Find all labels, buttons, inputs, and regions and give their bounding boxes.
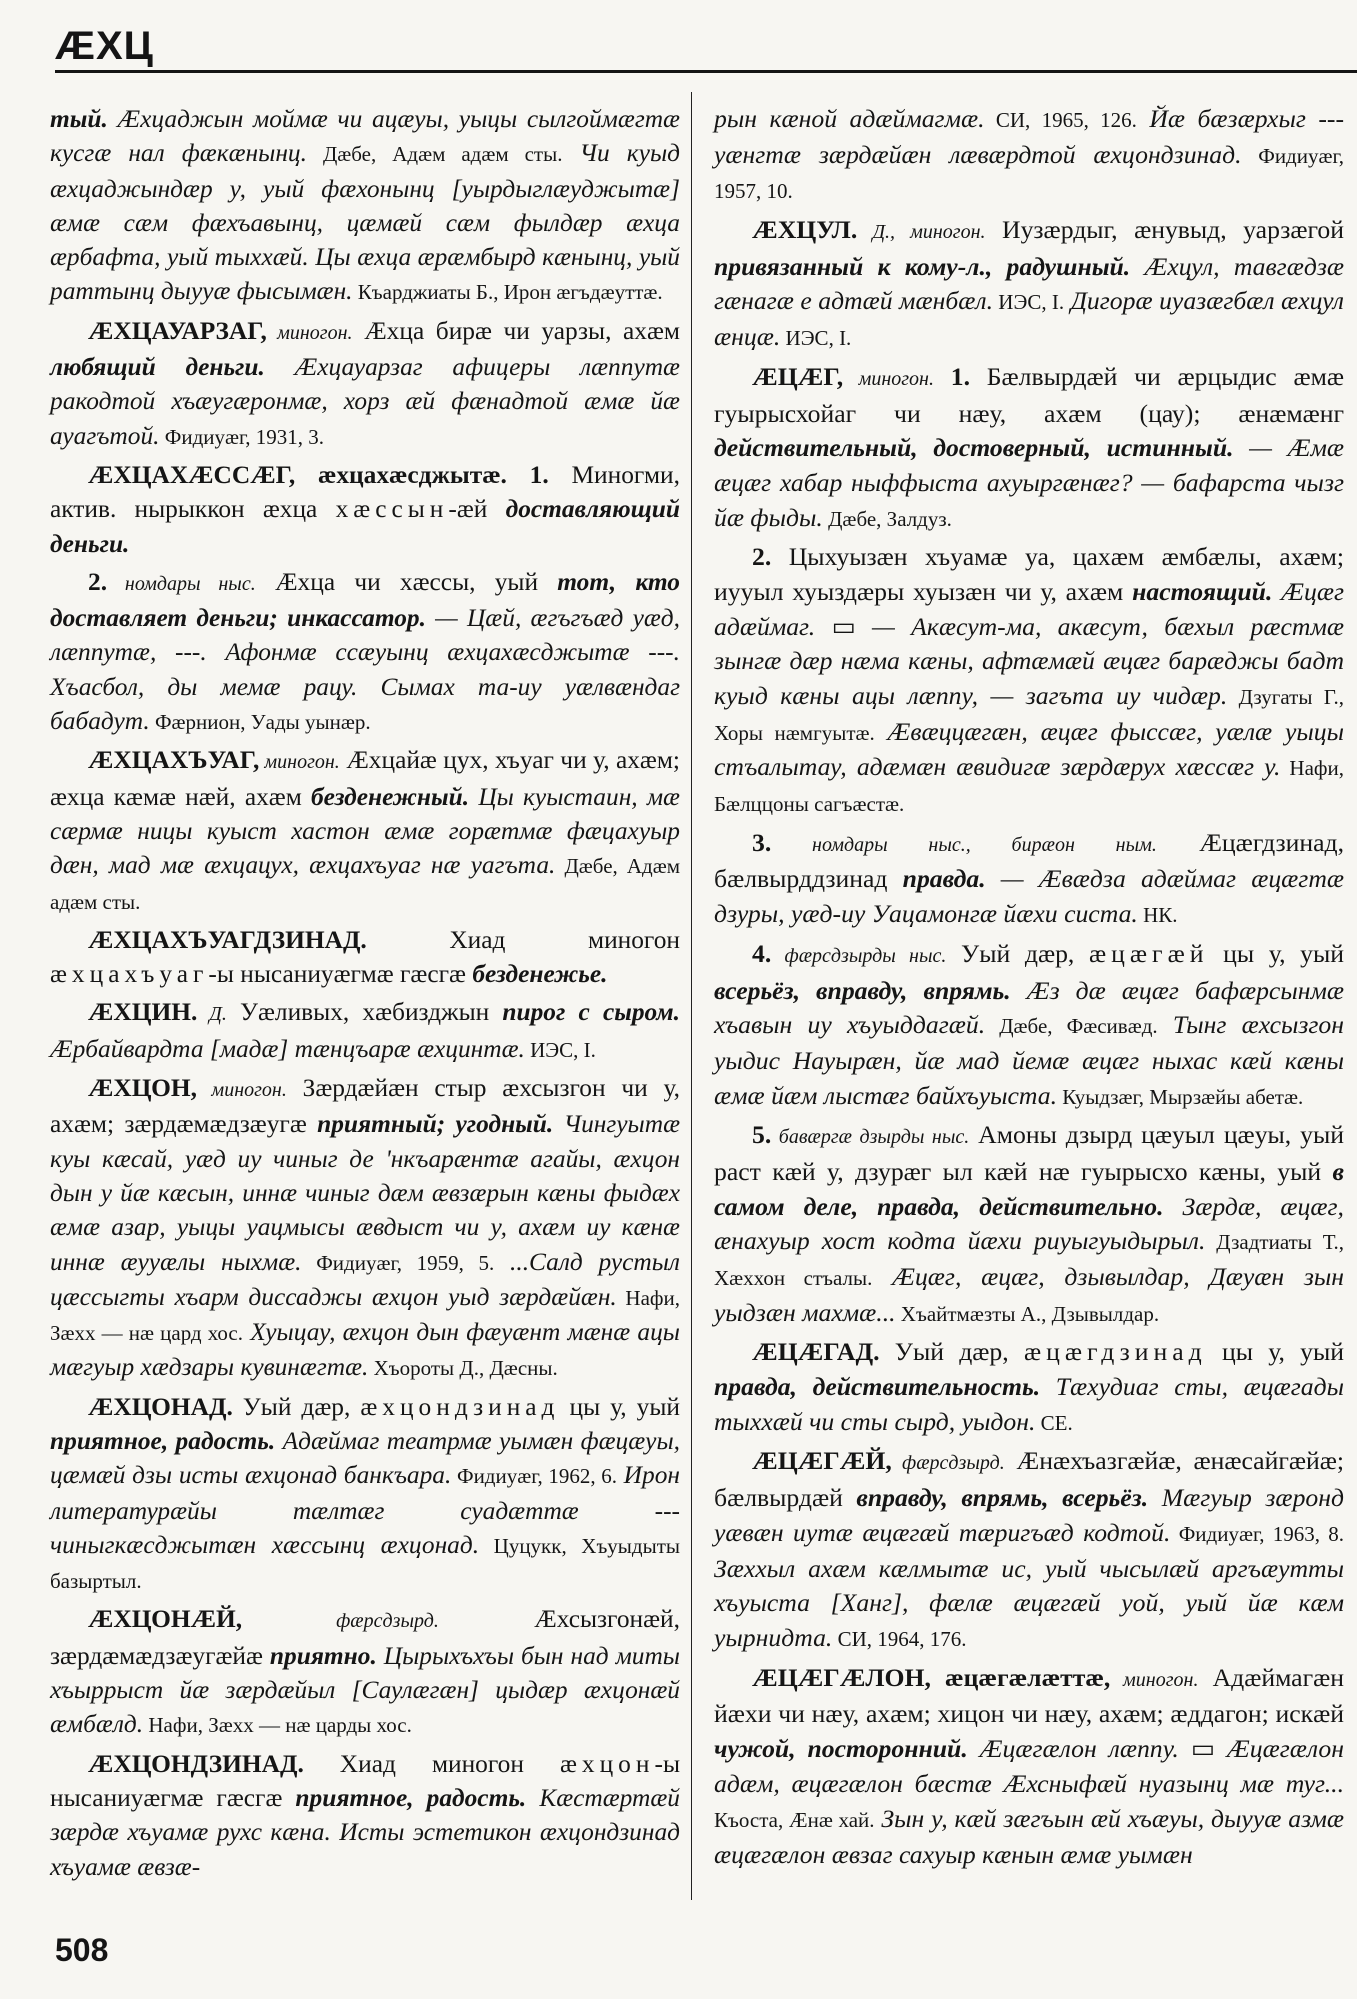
entry-text-run: Кæстæртæй зæрдæ хъуамæ рухс кæна. Исты эстетикон æхцондзинад хъуамæ æвзæ-	[50, 1783, 680, 1881]
entry-text-run: Нафи, Бæлццоны сагъæстæ.	[714, 756, 1344, 817]
entry-text-run: Ӕз дæ æцæг бафæрсынмæ хъавын иу хъуыддагæй.	[714, 975, 1344, 1040]
entry-text-run: безденежье.	[472, 960, 608, 989]
entry-text-run: æцæгæй	[1089, 938, 1209, 968]
dictionary-entry	[714, 937, 1344, 1114]
entry-text-run: фæрсдзырд.	[891, 1452, 1005, 1475]
dictionary-entry	[50, 458, 680, 561]
entry-text-run: Миногми, актив. нырыккон æхца	[50, 460, 680, 524]
entry-text-run: ИЭС, I.	[993, 290, 1065, 315]
entry-text-run: Зын у, кæй зæгъын æй хъæуы, дыууæ азмæ æцæгæлон æвзаг сахуыр кæнын æмæ уымæн	[714, 1804, 1344, 1869]
entry-text-run: — Ӕмæ æцæг хабар ныффыста ахуыргæнæг? — бафарста чызг йæ фыды.	[714, 433, 1344, 532]
entry-text-run: Адæймаг театрмæ уымæн фæцæуы, цæмæй дзы исты æхцонад банкъара.	[50, 1426, 680, 1490]
dictionary-entry	[50, 102, 680, 310]
entry-text-run: Хиад миногон	[303, 1749, 560, 1778]
entry-text-run: приятный; угодный.	[317, 1110, 554, 1139]
entry-text-run: 1.	[933, 361, 971, 391]
dictionary-entry	[714, 1118, 1344, 1331]
entry-text-run: Хиад миногон	[366, 925, 680, 954]
left-column	[50, 102, 680, 1888]
entry-text-run: ӔХЦАХӔССӔГ,	[88, 460, 296, 489]
entry-text-run: безденежный.	[310, 782, 470, 811]
entry-text-run: приятно.	[269, 1641, 377, 1670]
entry-text-run: НК.	[1137, 903, 1178, 928]
entry-text-run: ӔХЦАХЪУАГ,	[88, 746, 260, 775]
entry-text-run: Дзадтиаты Т., Хæххон стъалы.	[714, 1230, 1344, 1290]
entry-text-run: настоящий.	[1132, 576, 1273, 606]
entry-text-run: Дæбе, Адæм адæм сты.	[306, 142, 563, 167]
entry-text-run: Ӕцæг адæймаг. ▭ — Акæсут-ма, акæсут, бæхыл рæстмæ зынгæ дæр нæма кæны, афтæмæй æцæг барæджы бадт куыд кæны ацы лæппу, — загъта иу чидæр.	[714, 576, 1344, 710]
entry-text-run: Цуцукк, Хъуыдыты базыртыл.	[50, 1533, 680, 1594]
entry-text-run: Ӕхцул, тавгæдзæ гæнагæ е адтæй мæнбæл.	[714, 251, 1344, 316]
entry-text-run: ӔХЦОНАД.	[88, 1392, 233, 1421]
entry-text-run: привязанный к кому-л., радушный.	[714, 251, 1131, 281]
entry-text-run: Ӕцæгæлон лæппу. ▭ Ӕцæгæлон адæм, æцæгæлон бæстæ Ӕхсныфæй нуазынц мæ туг...	[714, 1733, 1344, 1798]
entry-text-run: в самом деле, правда, действительно.	[714, 1156, 1344, 1221]
entry-text-run: Ӕхсызгонæй, зæрдæмæдзæугæйæ	[50, 1605, 680, 1670]
entry-text-run: Ӕнæхъазгæйæ, æнæсайгæйæ; бæлвырдæй	[714, 1446, 1345, 1513]
entry-text-run: -ы нысаниуæгмæ гæсгæ	[208, 960, 473, 989]
entry-text-run: ӔХЦОНӔЙ,	[88, 1605, 243, 1634]
entry-text-run: æцæгдзинад	[1023, 1337, 1207, 1367]
entry-text-run: номдары ныс.	[107, 572, 256, 595]
entry-text-run: Ӕхца бирæ чи уарзы, ахæм	[352, 316, 680, 345]
entry-text-run: миногон.	[1110, 1668, 1199, 1691]
dictionary-entry	[50, 565, 680, 739]
page-header-title: ӔХЦ	[55, 24, 154, 68]
entry-text-run: Ӕхцайæ цух, хъуаг чи у, ахæм; æхца кæмæ нæй, ахæм	[50, 746, 680, 811]
entry-text-run: Амоны дзырд цæуыл цæуы, уый раст кæй у, дзурæг ыл кæй нæ гуырысхо кæны, уый	[714, 1120, 1345, 1186]
entry-text-run: 2.	[88, 567, 108, 596]
entry-text-run: ӔХЦАХЪУАГДЗИНАД.	[88, 925, 367, 954]
dictionary-entry	[50, 743, 680, 918]
dictionary-entry	[714, 360, 1344, 536]
entry-text-run: Тынг æхсызгон уыдис Науырæн, йæ мад йемæ æцæг ныхас кæй кæны æмæ йæм лыстæг байхъуыста.	[714, 1010, 1344, 1110]
dictionary-entry	[714, 102, 1344, 209]
dictionary-entry	[714, 826, 1344, 933]
entry-text-run: цы у, уый	[1208, 938, 1344, 968]
entry-text-run: ӔХЦОН,	[88, 1074, 197, 1103]
entry-text-run: Ӕцæгдзинад, бæлвырддзинад	[714, 827, 1344, 894]
entry-text-run: пирог с сыром.	[502, 998, 680, 1027]
entry-text-run: Цы куыстаин, мæ сæрмæ ницы куыст хастон æмæ горæтмæ фæцахуыр дæн, мад мæ æхцацух, æхцахъуаг нæ уагъта.	[50, 782, 680, 880]
entry-text-run: ӔХЦОНДЗИНАД.	[88, 1749, 304, 1778]
entry-text-run: æхцахæсджытæ. 1.	[295, 460, 549, 489]
entry-text-run: Фидиуæг, 1963, 8.	[1170, 1521, 1344, 1546]
entry-text-run: Иузæрдыг, æнувыд, уарзæгой	[985, 215, 1344, 245]
entry-text-run: Ӕхцаджын моймæ чи ацæуы, уыцы сылгоймæгтæ кусгæ нал фæкæнынц.	[50, 105, 680, 168]
entry-text-run: Ӕвæццæгæн, æцæг фыссæг, уæлæ уыцы стъалытау, адæмæн æвидигæ зæрдæрух хæссæг у.	[714, 716, 1344, 782]
entry-text-run: хæссын	[335, 495, 449, 524]
entry-text-run: Хъороты Д., Дæсны.	[368, 1356, 558, 1381]
entry-text-run: чужой, посторонний.	[714, 1733, 968, 1763]
entry-text-run: Ирон литературæйы тæлтæг суадæттæ --- чиныгкæсджытæн хæссынц æхцонад.	[50, 1461, 681, 1559]
entry-text-run: Д.	[197, 1003, 227, 1026]
entry-text-run: миногон.	[266, 321, 353, 344]
entry-text-run: рын кæной адæймагмæ.	[714, 104, 985, 133]
entry-text-run: ӔЦӔГӔЛОН,	[752, 1662, 931, 1692]
entry-text-run: æхцондзинад	[360, 1392, 560, 1421]
page-number: 508	[55, 1932, 109, 1968]
entry-text-run: СЕ.	[1035, 1410, 1073, 1435]
entry-text-run: Чингуытæ куы кæсай, уæд иу чиныг де 'нкъарæнтæ агайы, æхцон дын у йæ кæсын, иннæ чиныг дæм æвзæрын кæны фыдæх æмæ азар, уыцы уацмысы æвдыст чи у, ахæм иу кæнæ иннæ æууæлы ныхмæ.	[50, 1110, 681, 1276]
entry-text-run: Фидиуæг, 1957, 10.	[714, 143, 1344, 204]
entry-text-run: -æй	[448, 495, 506, 524]
entry-text-run: Дæбе, Залдуз.	[822, 506, 952, 531]
entry-text-run: Хъайтмæзты А., Дзывылдар.	[895, 1301, 1160, 1326]
entry-text-run: ...Салд рустыл цæссыгты хъарм диссаджы æхцон уыд зæрдæйæн.	[50, 1247, 681, 1311]
entry-text-run: действительный, достоверный, истинный.	[714, 433, 1234, 463]
dictionary-entry	[50, 1602, 680, 1742]
entry-text-run: ӔЦӔГӔЙ,	[752, 1446, 892, 1476]
entry-text-run: Дæбе, Адæм адæм сты.	[50, 854, 680, 914]
entry-text-run: -ы нысаниуæгмæ гæсгæ	[50, 1749, 680, 1812]
entry-text-run: Дæбе, Фæсивæд.	[985, 1014, 1158, 1039]
entry-text-run: Ӕрбайвардта [мадæ] тæнцъарæ æхцинтæ.	[50, 1034, 525, 1063]
entry-text-run: Уæливых, хæбизджын	[226, 998, 503, 1027]
entry-text-run: Ӕцæг, æцæг, дзывылдар, Дæуæн зын уыдзæн махмæ...	[714, 1262, 1345, 1327]
entry-text-run: любящий деньги.	[50, 353, 265, 382]
dictionary-entry	[714, 1661, 1344, 1873]
dictionary-entry	[50, 314, 680, 454]
entry-text-run: номдары ныс., бирæон ным.	[771, 833, 1157, 856]
entry-text-run: цы у, уый	[559, 1392, 680, 1421]
entry-text-run: ИЭС, I.	[524, 1037, 596, 1062]
entry-text-run: Нафи, Зæхх — нæ цард хос.	[50, 1285, 681, 1346]
entry-text-run: ӔЦӔГ,	[752, 361, 844, 391]
entry-text-run: цы у, уый	[1206, 1337, 1344, 1367]
entry-text-run: Ӕхцауарзаг афицеры лæппутæ ракодтой хъæугæронмæ, хорз æй фæнадтой æмæ йæ ауагътой.	[50, 353, 680, 450]
entry-text-run: приятное, радость.	[295, 1783, 527, 1812]
dictionary-entry	[50, 1747, 680, 1884]
entry-text-run: Уый дæр,	[946, 938, 1090, 968]
dictionary-entry	[714, 1335, 1344, 1440]
dictionary-entry	[714, 540, 1344, 822]
entry-text-run: — Цæй, æгъгъæд уæд, лæппутæ, ---. Афонмæ ссæуынц æхцахæсджытæ ---. Хъасбол, ды мемæ рацу. Сымах та-иу уæлвæндаг бабадут.	[50, 604, 680, 736]
entry-text-run: Фидиуæг, 1962, 6.	[451, 1464, 617, 1489]
entry-text-run: СИ, 1965, 126.	[984, 108, 1137, 132]
dictionary-entry	[714, 1444, 1344, 1656]
dictionary-entry	[714, 213, 1344, 356]
entry-text-run: вправду, впрямь, всерьёз.	[856, 1483, 1149, 1513]
dictionary-entry	[50, 1390, 680, 1599]
entry-text-run: бавæргæ дзырды ныс.	[771, 1126, 970, 1149]
entry-text-run: Адæймагæн йæхи чи нæу, ахæм; хицон чи нæу, ахæм; æддагон; искæй	[714, 1662, 1344, 1729]
entry-text-run: Зæрдæ, æцæг, æнахуыр хост кодта йæхи риуыгуыдырыл.	[714, 1191, 1344, 1256]
entry-text-run: Хуыцау, æхцон дын фæуæнт мæнæ ацы мæгуыр хæдзары кувинæгтæ.	[50, 1318, 680, 1382]
entry-text-run: миногон.	[843, 367, 934, 390]
dictionary-entry	[50, 923, 680, 992]
entry-text-run: ИЭС, I.	[780, 326, 852, 351]
entry-text-run: СИ, 1964, 176.	[832, 1626, 967, 1651]
entry-text-run: Куыдзæг, Мырзæйы абетæ.	[1057, 1084, 1304, 1109]
entry-text-run: Къоста, Ӕнæ хай.	[714, 1808, 875, 1833]
entry-text-run: Фидиуæг, 1959, 5.	[301, 1250, 495, 1275]
entry-text-run: Фидиуæг, 1931, 3.	[159, 424, 325, 449]
entry-text-run: Йæ бæзæрхыг --- уæнгтæ зæрдæйæн лæвæрдтой æхцондзинад.	[714, 104, 1344, 169]
entry-text-run: тый.	[50, 105, 108, 133]
entry-text-run: Мæгуыр зæронд уæвæн иутæ æцæгæй тæригъæд кодтой.	[714, 1483, 1344, 1547]
entry-text-run: всерьёз, вправду, впрямь.	[714, 975, 1011, 1005]
entry-text-run: тот, кто доставляет деньги; инкассатор.	[50, 567, 680, 633]
entry-text-run: Къарджиаты Б., Ирон æгъдæуттæ.	[352, 280, 663, 305]
entry-text-run: Зæххыл ахæм кæлмытæ ис, уый чысылæй аргъæутты хъуыста [Ханг], фæлæ æцæгæй уой, уый йæ кæм уырнидта.	[714, 1553, 1344, 1652]
entry-text-run: фæрсдзырды ныс.	[771, 944, 947, 967]
right-column	[714, 102, 1344, 1877]
entry-text-run: Цырыхъхъы бын над миты хъыррыст йæ зæрдæйыл [Саулæгæн] цыдæр æхцонæй æмбæлд.	[50, 1641, 680, 1739]
entry-text-run: 2.	[752, 542, 772, 572]
entry-text-run: æцæгæлæттæ,	[930, 1662, 1111, 1692]
entry-text-run: ӔХЦУЛ.	[752, 215, 858, 245]
header-rule	[55, 70, 1357, 73]
entry-text-run: æхцон	[559, 1749, 655, 1778]
entry-text-run: фæрсдзырд.	[242, 1610, 439, 1633]
entry-text-run: Цыхуызæн хъуамæ уа, цахæм æмбæлы, ахæм; иууыл хуыздæры хуызæн чи у, ахæм	[714, 542, 1344, 606]
entry-text-run: миногон.	[259, 751, 340, 774]
entry-text-run: правда.	[902, 864, 986, 894]
entry-text-run: Уый дæр,	[232, 1392, 361, 1421]
entry-text-run: Бæлвырдæй чи æрцыдис æмæ гуырысхойаг чи нæу, ахæм (цау); æнæмæнг	[714, 361, 1344, 428]
entry-text-run: доставляющий деньги.	[50, 495, 680, 558]
entry-text-run: Зæрдæйæн стыр æхсызгон чи у, ахæм; зæрдæмæдзæугæ	[50, 1074, 680, 1139]
entry-text-run: Уый дæр,	[879, 1337, 1024, 1367]
entry-text-run: Дигорæ иуазæгбæл æхцул æнцæ.	[714, 286, 1345, 352]
entry-text-run: Чи куыд æхцаджындæр у, уый фæхонынц [уырдыглæуджытæ] æмæ сæм фæхъавынц, цæмæй сæм фылдæр æхца æрбафта, уый тыххæй. Цы æхца æрæмбырд кæнынц, уый раттынц дыууæ фысымæн.	[50, 139, 680, 306]
entry-text-run: правда, действительность.	[714, 1372, 1041, 1402]
entry-text-run: ӔХЦИН.	[88, 998, 198, 1027]
entry-text-run: 3.	[752, 827, 772, 857]
entry-text-run: Тæхудиаг сты, æцæгады тыххæй чи сты сырд, уыдон.	[714, 1372, 1344, 1436]
dictionary-entry	[50, 1071, 680, 1386]
entry-text-run: Фæрнион, Уады уынæр.	[149, 710, 371, 735]
entry-text-run: æхцахъуаг	[50, 960, 209, 989]
entry-text-run: приятное, радость.	[50, 1426, 276, 1455]
entry-text-run: Ӕхца чи хæссы, уый	[255, 567, 558, 596]
entry-text-run: миногон.	[197, 1079, 287, 1102]
entry-text-run: — Ӕвæдза адæймаг æцæгтæ дзуры, уæд-иу Уацамонгæ йæхи систа.	[714, 864, 1345, 929]
column-divider	[691, 92, 692, 1900]
entry-text-run: 5.	[752, 1120, 772, 1150]
entry-text-run: Нафи, Зæхх — нæ царды хос.	[143, 1713, 412, 1738]
entry-text-run: ӔЦӔГАД.	[752, 1337, 880, 1367]
entry-text-run: ӔХЦАУАРЗАГ,	[88, 316, 267, 345]
entry-text-run: Дзугаты Г., Хоры нæмгуытæ.	[714, 685, 1344, 745]
dictionary-entry	[50, 995, 680, 1067]
entry-text-run: Д., миногон.	[857, 221, 986, 244]
entry-text-run: 4.	[752, 938, 772, 968]
